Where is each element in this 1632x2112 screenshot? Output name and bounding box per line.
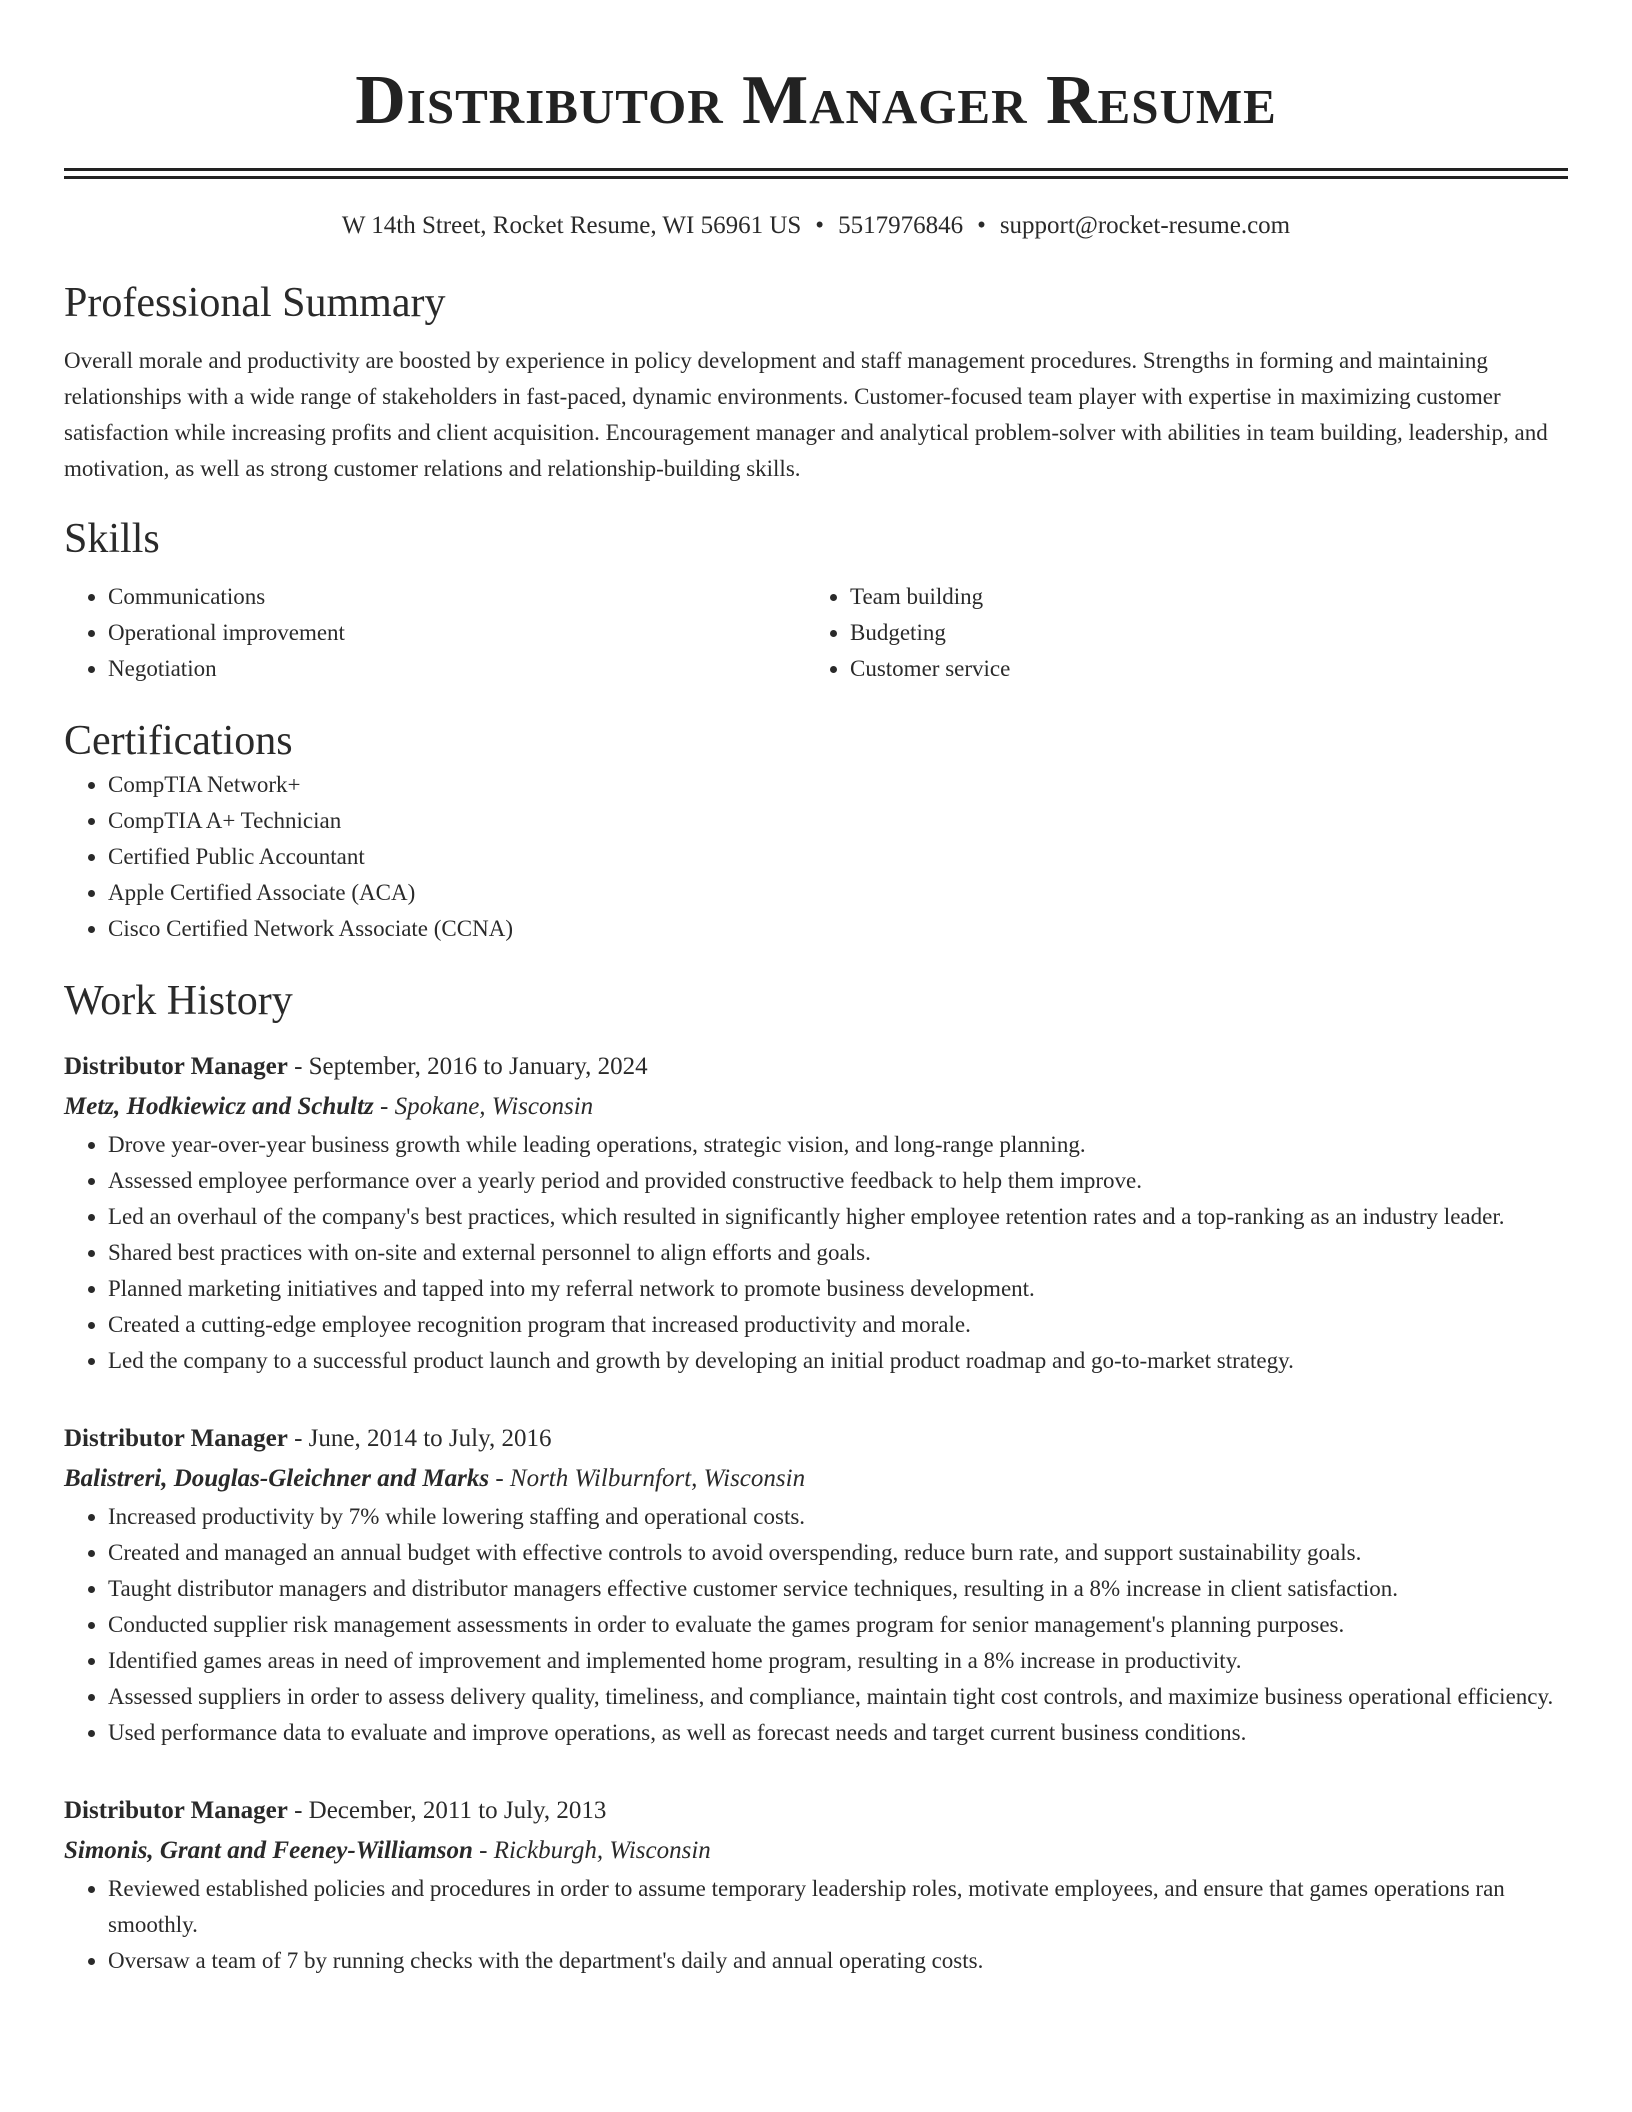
company-name: Metz, Hodkiewicz and Schultz bbox=[64, 1093, 374, 1120]
certifications-heading: Certifications bbox=[64, 718, 293, 764]
job-title-line bbox=[64, 1791, 1568, 1831]
company-line bbox=[64, 1459, 1568, 1499]
company-dash: - bbox=[373, 1093, 395, 1120]
certification-item: • Apple Certified Associate (ACA) bbox=[108, 875, 1568, 911]
contact-address: W 14th Street, Rocket Resume, WI 56961 US bbox=[341, 212, 802, 239]
certification-item: • Cisco Certified Network Associate (CCNA) bbox=[108, 911, 1568, 947]
job-duty: • Drove year-over-year business growth while leading operations, strategic vision, and long-range planning. bbox=[108, 1127, 1568, 1163]
job-duty: • Created a cutting-edge employee recognition program that increased productivity and morale. bbox=[108, 1307, 1568, 1343]
job-entry bbox=[64, 1791, 1568, 1979]
job-duty: • Planned marketing initiatives and tapped into my referral network to promote business development. bbox=[108, 1271, 1568, 1307]
job-duty: • Identified games areas in need of improvement and implemented home program, resulting in a 8% increase in productivity. bbox=[108, 1643, 1568, 1679]
job-title-line bbox=[64, 1047, 1568, 1087]
job-dash: - bbox=[287, 1797, 309, 1824]
summary-heading: Professional Summary bbox=[64, 280, 446, 326]
company-line bbox=[64, 1087, 1568, 1127]
skills-heading: Skills bbox=[64, 516, 160, 562]
skill-item: • Communications bbox=[108, 579, 806, 615]
skill-item: • Operational improvement bbox=[108, 615, 806, 651]
contact-line bbox=[64, 209, 1568, 243]
skills-list-right bbox=[806, 579, 1568, 687]
certification-item: • CompTIA A+ Technician bbox=[108, 803, 1568, 839]
job-duty: • Increased productivity by 7% while lowering staffing and operational costs. bbox=[108, 1499, 1568, 1535]
job-duty: • Conducted supplier risk management assessments in order to evaluate the games program for senior management's planning purposes. bbox=[108, 1607, 1568, 1643]
job-entry bbox=[64, 1047, 1568, 1379]
resume-title: Distributor Manager Resume bbox=[355, 62, 1277, 139]
job-dates: June, 2014 to July, 2016 bbox=[308, 1425, 552, 1452]
job-duty: • Created and managed an annual budget with effective controls to avoid overspending, reduce burn rate, and support sustainability goals. bbox=[108, 1535, 1568, 1571]
job-title: Distributor Manager bbox=[64, 1425, 288, 1452]
job-dates: December, 2011 to July, 2013 bbox=[308, 1797, 607, 1824]
skill-item: • Team building bbox=[850, 579, 1568, 615]
job-dates: September, 2016 to January, 2024 bbox=[308, 1053, 648, 1080]
job-duty: • Used performance data to evaluate and improve operations, as well as forecast needs and target current business conditions. bbox=[108, 1715, 1568, 1751]
skills-list-left bbox=[64, 579, 806, 687]
contact-email: support@rocket-resume.com bbox=[999, 212, 1291, 239]
job-duty: • Assessed suppliers in order to assess delivery quality, timeliness, and compliance, maintain tight cost controls, and maximize business operational efficiency. bbox=[108, 1679, 1568, 1715]
job-entry bbox=[64, 1419, 1568, 1751]
job-duty: • Led the company to a successful product launch and growth by developing an initial product roadmap and go-to-market strategy. bbox=[108, 1343, 1568, 1379]
job-duties-list bbox=[64, 1499, 1568, 1751]
job-duties-list bbox=[64, 1871, 1568, 1979]
company-dash: - bbox=[472, 1837, 494, 1864]
skill-item: • Negotiation bbox=[108, 651, 806, 687]
company-name: Simonis, Grant and Feeney-Williamson bbox=[64, 1837, 473, 1864]
job-duty: • Reviewed established policies and procedures in order to assume temporary leadership roles, motivate employees, and ensure that games operations ran smoothly. bbox=[108, 1871, 1568, 1943]
job-dash: - bbox=[287, 1425, 309, 1452]
certifications-list bbox=[64, 767, 1568, 947]
contact-separator: • bbox=[977, 212, 986, 239]
job-dash: - bbox=[287, 1053, 309, 1080]
job-title-line bbox=[64, 1419, 1568, 1459]
job-duties-list bbox=[64, 1127, 1568, 1379]
job-duty: • Assessed employee performance over a yearly period and provided constructive feedback to help them improve. bbox=[108, 1163, 1568, 1199]
job-duty: • Oversaw a team of 7 by running checks with the department's daily and annual operating costs. bbox=[108, 1943, 1568, 1979]
certification-item: • Certified Public Accountant bbox=[108, 839, 1568, 875]
company-line bbox=[64, 1831, 1568, 1871]
skill-item: • Customer service bbox=[850, 651, 1568, 687]
work-history-heading: Work History bbox=[64, 978, 293, 1024]
company-location: North Wilburnfort, Wisconsin bbox=[509, 1465, 806, 1492]
certification-item: • CompTIA Network+ bbox=[108, 767, 1568, 803]
company-dash: - bbox=[489, 1465, 510, 1492]
summary-text: Overall morale and productivity are boosted by experience in policy development and staff management procedures. Strengths in forming and maintaining relationships with a wide range of stakeholders in fast-paced, dynamic environments. Customer-focused team player with expertise in maximizing customer satisfaction while increasing profits and client acquisition. Encouragement manager and analytical problem-solver with abilities in team building, leadership, and motivation, as well as strong customer relations and relationship-building skills. bbox=[64, 348, 1548, 481]
skill-item: • Budgeting bbox=[850, 615, 1568, 651]
title-double-rule bbox=[64, 168, 1568, 179]
job-duty: • Shared best practices with on-site and external personnel to align efforts and goals. bbox=[108, 1235, 1568, 1271]
contact-separator: • bbox=[815, 212, 825, 239]
company-location: Spokane, Wisconsin bbox=[394, 1093, 594, 1120]
company-location: Rickburgh, Wisconsin bbox=[493, 1837, 711, 1864]
job-title: Distributor Manager bbox=[64, 1797, 288, 1824]
job-duty: • Taught distributor managers and distributor managers effective customer service techniques, resulting in a 8% increase in client satisfaction. bbox=[108, 1571, 1568, 1607]
contact-phone: 5517976846 bbox=[838, 212, 964, 239]
company-name: Balistreri, Douglas-Gleichner and Marks bbox=[64, 1465, 490, 1492]
skills-grid bbox=[64, 579, 1568, 687]
job-duty: • Led an overhaul of the company's best practices, which resulted in significantly higher employee retention rates and a top-ranking as an industry leader. bbox=[108, 1199, 1568, 1235]
job-title: Distributor Manager bbox=[64, 1053, 288, 1080]
